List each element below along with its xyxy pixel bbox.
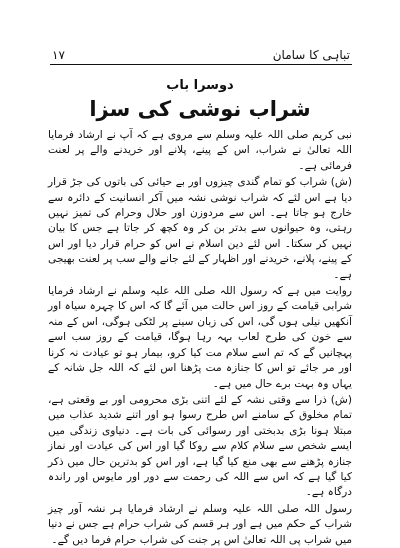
paragraph: (ش) ذرا سے وقتی نشہ کے لئے اتنی بڑی محرومی اور بے وقعتی ہے، تمام مخلوق کے سامنے اس طرح رسوا ہو اور اتنے شدید عذاب میں مبتلا ہونا بڑی بدبختی اور رسوائی کی بات ہے۔ دنیاوی زندگی میں ایسے شخص سے سلام کلام سے روکا گیا اور اس کی عیادت اور نماز جنازہ پڑھنے سے بھی منع کیا گیا ہے، اور اس کو بدترین حال میں ذکر کیا گیا ہے کہ اس سے اللہ کی رحمت سے دور اور مایوس اور راندہ درگاہ ہے۔ (48, 393, 352, 499)
running-title: تباہی کا سامان (272, 48, 350, 62)
chapter-label: دوسرا باب (166, 78, 234, 93)
chapter-title: شراب نوشی کی سزا (89, 97, 311, 121)
running-header (52, 40, 350, 62)
body-text (48, 128, 352, 546)
page-number: ۱۷ (52, 48, 65, 62)
paragraph: نبی کریم صلی اللہ علیہ وسلم سے مروی ہے کہ آپ نے ارشاد فرمایا اللہ تعالیٰ نے شراب، اس کے پینے، پلانے اور خریدنے والے پر لعنت فرمائی ہے۔ (48, 129, 352, 172)
header-rule (50, 64, 352, 65)
paragraph: (ش) شراب کو تمام گندی چیزوں اور بے حیائی کی باتوں کی جڑ قرار دیا ہے اس لئے کہ شراب نوشی نشہ میں آکر انسانیت کے دائرہ سے خارج ہو جاتا ہے۔ اس سے مردوزن اور حلال وحرام کی تمیز نہیں رہتی، وہ حیوانوں سے بدتر بن کر وہ کچھ کر جاتا ہے جس کا بیان نہیں کر سکتا۔ اس لئے دین اسلام نے اس کو حرام قرار دیا اور اس کے پینے، پلانے، خریدنے اور اظہار کے لئے جانے والے سب پر لعنت بھیجی ہے۔ (48, 176, 352, 281)
paragraph: رسول اللہ صلی اللہ علیہ وسلم نے ارشاد فرمایا ہر نشہ آور چیز شراب کے حکم میں ہے اور ہر قسم کی شراب حرام ہے جس نے دنیا میں شراب پی اللہ تعالیٰ اس پر جنت کی شراب حرام فرما دیں گے۔ (48, 502, 352, 546)
paragraph: روایت میں ہے کہ رسول اللہ صلی اللہ علیہ وسلم نے ارشاد فرمایا شرابی قیامت کے روز اس حالت میں آئے گا کہ اس کا چہرہ سیاہ اور آنکھیں نیلی ہوں گی، اس کی زبان سینے پر لٹکی ہوگی، اس کے منہ سے خون کی طرح لعاب بہہ رہا ہوگا، قیامت کے روز سب اسے پہچانیں گے کہ تم اسے سلام مت کیا کرو، بیمار ہو تو عیادت نہ کرنا اور مر جائے تو اس کا جنازہ مت پڑھنا اس لئے کہ اللہ جل شانہ کے یہاں وہ بہت برے حال میں ہے۔ (48, 285, 352, 390)
